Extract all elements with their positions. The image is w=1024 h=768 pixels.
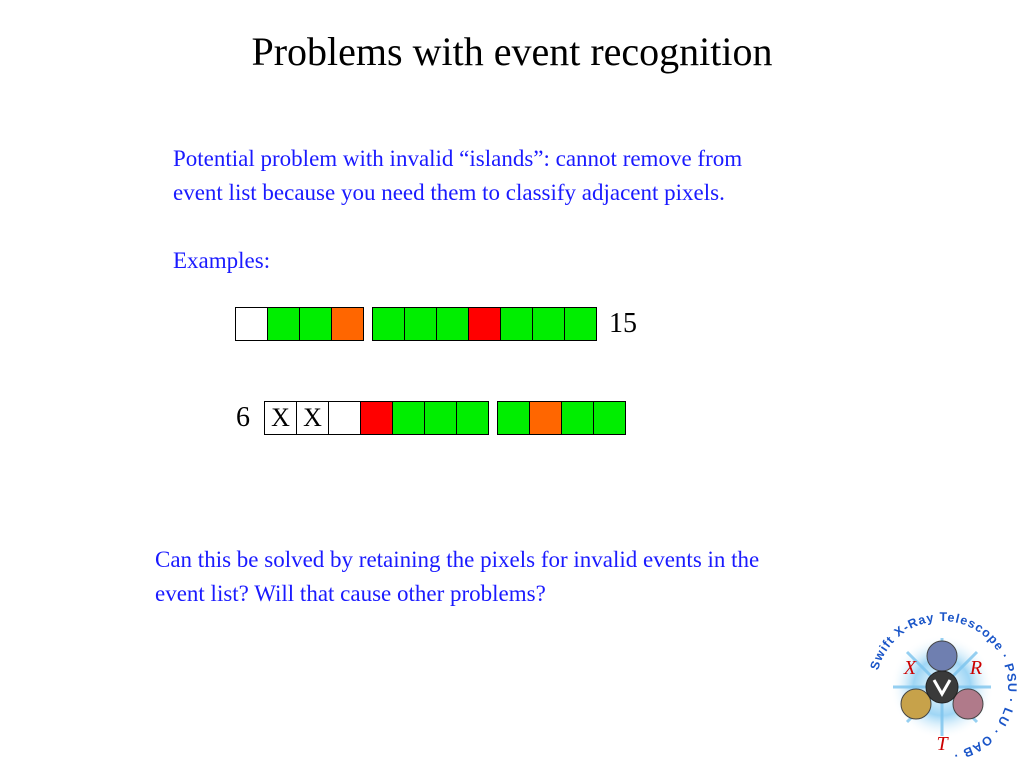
pixel-cell-green bbox=[497, 401, 530, 435]
pixel-cell-white bbox=[328, 401, 361, 435]
pixel-cell-green bbox=[436, 307, 469, 341]
pixel-cell-green bbox=[299, 307, 332, 341]
intro-paragraph bbox=[173, 142, 742, 278]
pixel-group bbox=[235, 307, 364, 341]
pixel-cell-green bbox=[392, 401, 425, 435]
logo-letter-r: R bbox=[969, 657, 983, 679]
question-line-2: event list? Will that cause other problems? bbox=[155, 581, 546, 606]
pixel-cell-green bbox=[404, 307, 437, 341]
logo-letter-x: X bbox=[903, 657, 917, 679]
intro-line-2: event list because you need them to classify adjacent pixels. bbox=[173, 180, 725, 205]
pixel-cell-green bbox=[424, 401, 457, 435]
example-row-2 bbox=[236, 401, 626, 435]
pixel-cell-marked: X bbox=[296, 401, 329, 435]
examples-label: Examples: bbox=[173, 248, 271, 273]
question-paragraph bbox=[155, 543, 759, 611]
question-line-1: Can this be solved by retaining the pixels for invalid events in the bbox=[155, 547, 760, 572]
example-2-label: 6 bbox=[236, 402, 250, 433]
pixel-cell-red bbox=[468, 307, 501, 341]
swift-xrt-logo bbox=[862, 608, 1022, 766]
pixel-cell-green bbox=[456, 401, 489, 435]
page-title: Problems with event recognition bbox=[251, 29, 773, 74]
example-row-1 bbox=[235, 307, 637, 341]
pixel-cell-green bbox=[267, 307, 300, 341]
pixel-cell-green bbox=[561, 401, 594, 435]
pixel-cell-white bbox=[235, 307, 268, 341]
pixel-cell-green bbox=[564, 307, 597, 341]
pixel-group bbox=[372, 307, 597, 341]
pixel-group bbox=[264, 401, 489, 435]
logo-letter-t: T bbox=[936, 733, 948, 755]
example-1-label: 15 bbox=[609, 308, 637, 339]
pixel-group bbox=[497, 401, 626, 435]
pixel-cell-green bbox=[500, 307, 533, 341]
pixel-cell-red bbox=[360, 401, 393, 435]
intro-line-1: Potential problem with invalid “islands”: cannot remove from bbox=[173, 146, 743, 171]
pixel-cell-green bbox=[372, 307, 405, 341]
pixel-cell-orange bbox=[331, 307, 364, 341]
pixel-cell-green bbox=[532, 307, 565, 341]
pixel-cell-marked: X bbox=[264, 401, 297, 435]
pixel-cell-orange bbox=[529, 401, 562, 435]
pixel-cell-green bbox=[593, 401, 626, 435]
logo-ring-text: Swift X-Ray Telescope · PSU · LU · OAB · bbox=[867, 609, 1020, 764]
